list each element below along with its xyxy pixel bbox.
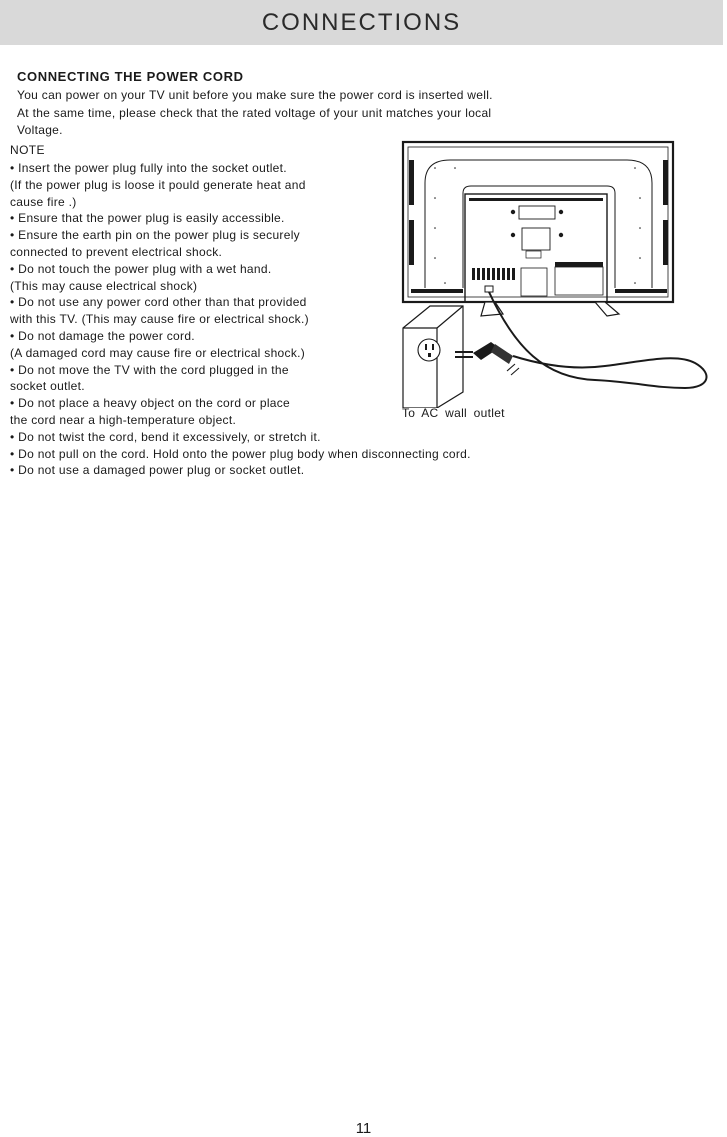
note-line: (If the power plug is loose it pould generate heat and <box>10 177 306 192</box>
note-line: with this TV. (This may cause fire or electrical shock.) <box>10 312 309 327</box>
tv-power-cord-illustration <box>395 138 725 408</box>
note-line: • Do not use a damaged power plug or socket outlet. <box>10 463 305 478</box>
intro-paragraph <box>17 87 557 140</box>
wall-outlet <box>403 306 463 408</box>
note-line: connected to prevent electrical shock. <box>10 244 223 259</box>
intro-line: You can power on your TV unit before you make sure the power cord is inserted well. <box>17 88 493 102</box>
power-cord <box>489 292 706 388</box>
page-title: CONNECTIONS <box>261 9 462 36</box>
note-label: NOTE <box>10 143 45 157</box>
note-line: cause fire .) <box>10 194 77 209</box>
intro-line: Voltage. <box>17 123 63 137</box>
note-line: • Do not touch the power plug with a wet hand. <box>10 261 272 276</box>
figure-caption: To AC wall outlet <box>402 406 505 420</box>
cord-break-mark <box>507 364 519 375</box>
header-bar <box>0 0 723 45</box>
power-plug <box>455 342 513 364</box>
note-line: • Do not use any power cord other than that provided <box>10 295 307 310</box>
note-line: • Do not pull on the cord. Hold onto the power plug body when disconnecting cord. <box>10 446 471 461</box>
note-line: (This may cause electrical shock) <box>10 278 198 293</box>
section-title: CONNECTING THE POWER CORD <box>17 69 244 84</box>
tv-back-panel <box>403 142 673 316</box>
page-number: 11 <box>355 1120 372 1137</box>
note-line: socket outlet. <box>10 379 85 394</box>
note-line: • Do not move the TV with the cord plugged in the <box>10 362 289 377</box>
note-line: • Do not damage the power cord. <box>10 328 195 343</box>
note-line: • Do not twist the cord, bend it excessively, or stretch it. <box>10 429 321 444</box>
note-line: • Do not place a heavy object on the cord or place <box>10 396 291 411</box>
note-line: • Ensure that the power plug is easily accessible. <box>10 211 285 226</box>
note-line: (A damaged cord may cause fire or electrical shock.) <box>10 345 306 360</box>
intro-line: At the same time, please check that the rated voltage of your unit matches your local <box>17 105 492 120</box>
note-line: the cord near a high-temperature object. <box>10 412 237 427</box>
note-line: • Insert the power plug fully into the socket outlet. <box>10 161 287 175</box>
note-line: • Ensure the earth pin on the power plug is securely <box>10 228 300 243</box>
